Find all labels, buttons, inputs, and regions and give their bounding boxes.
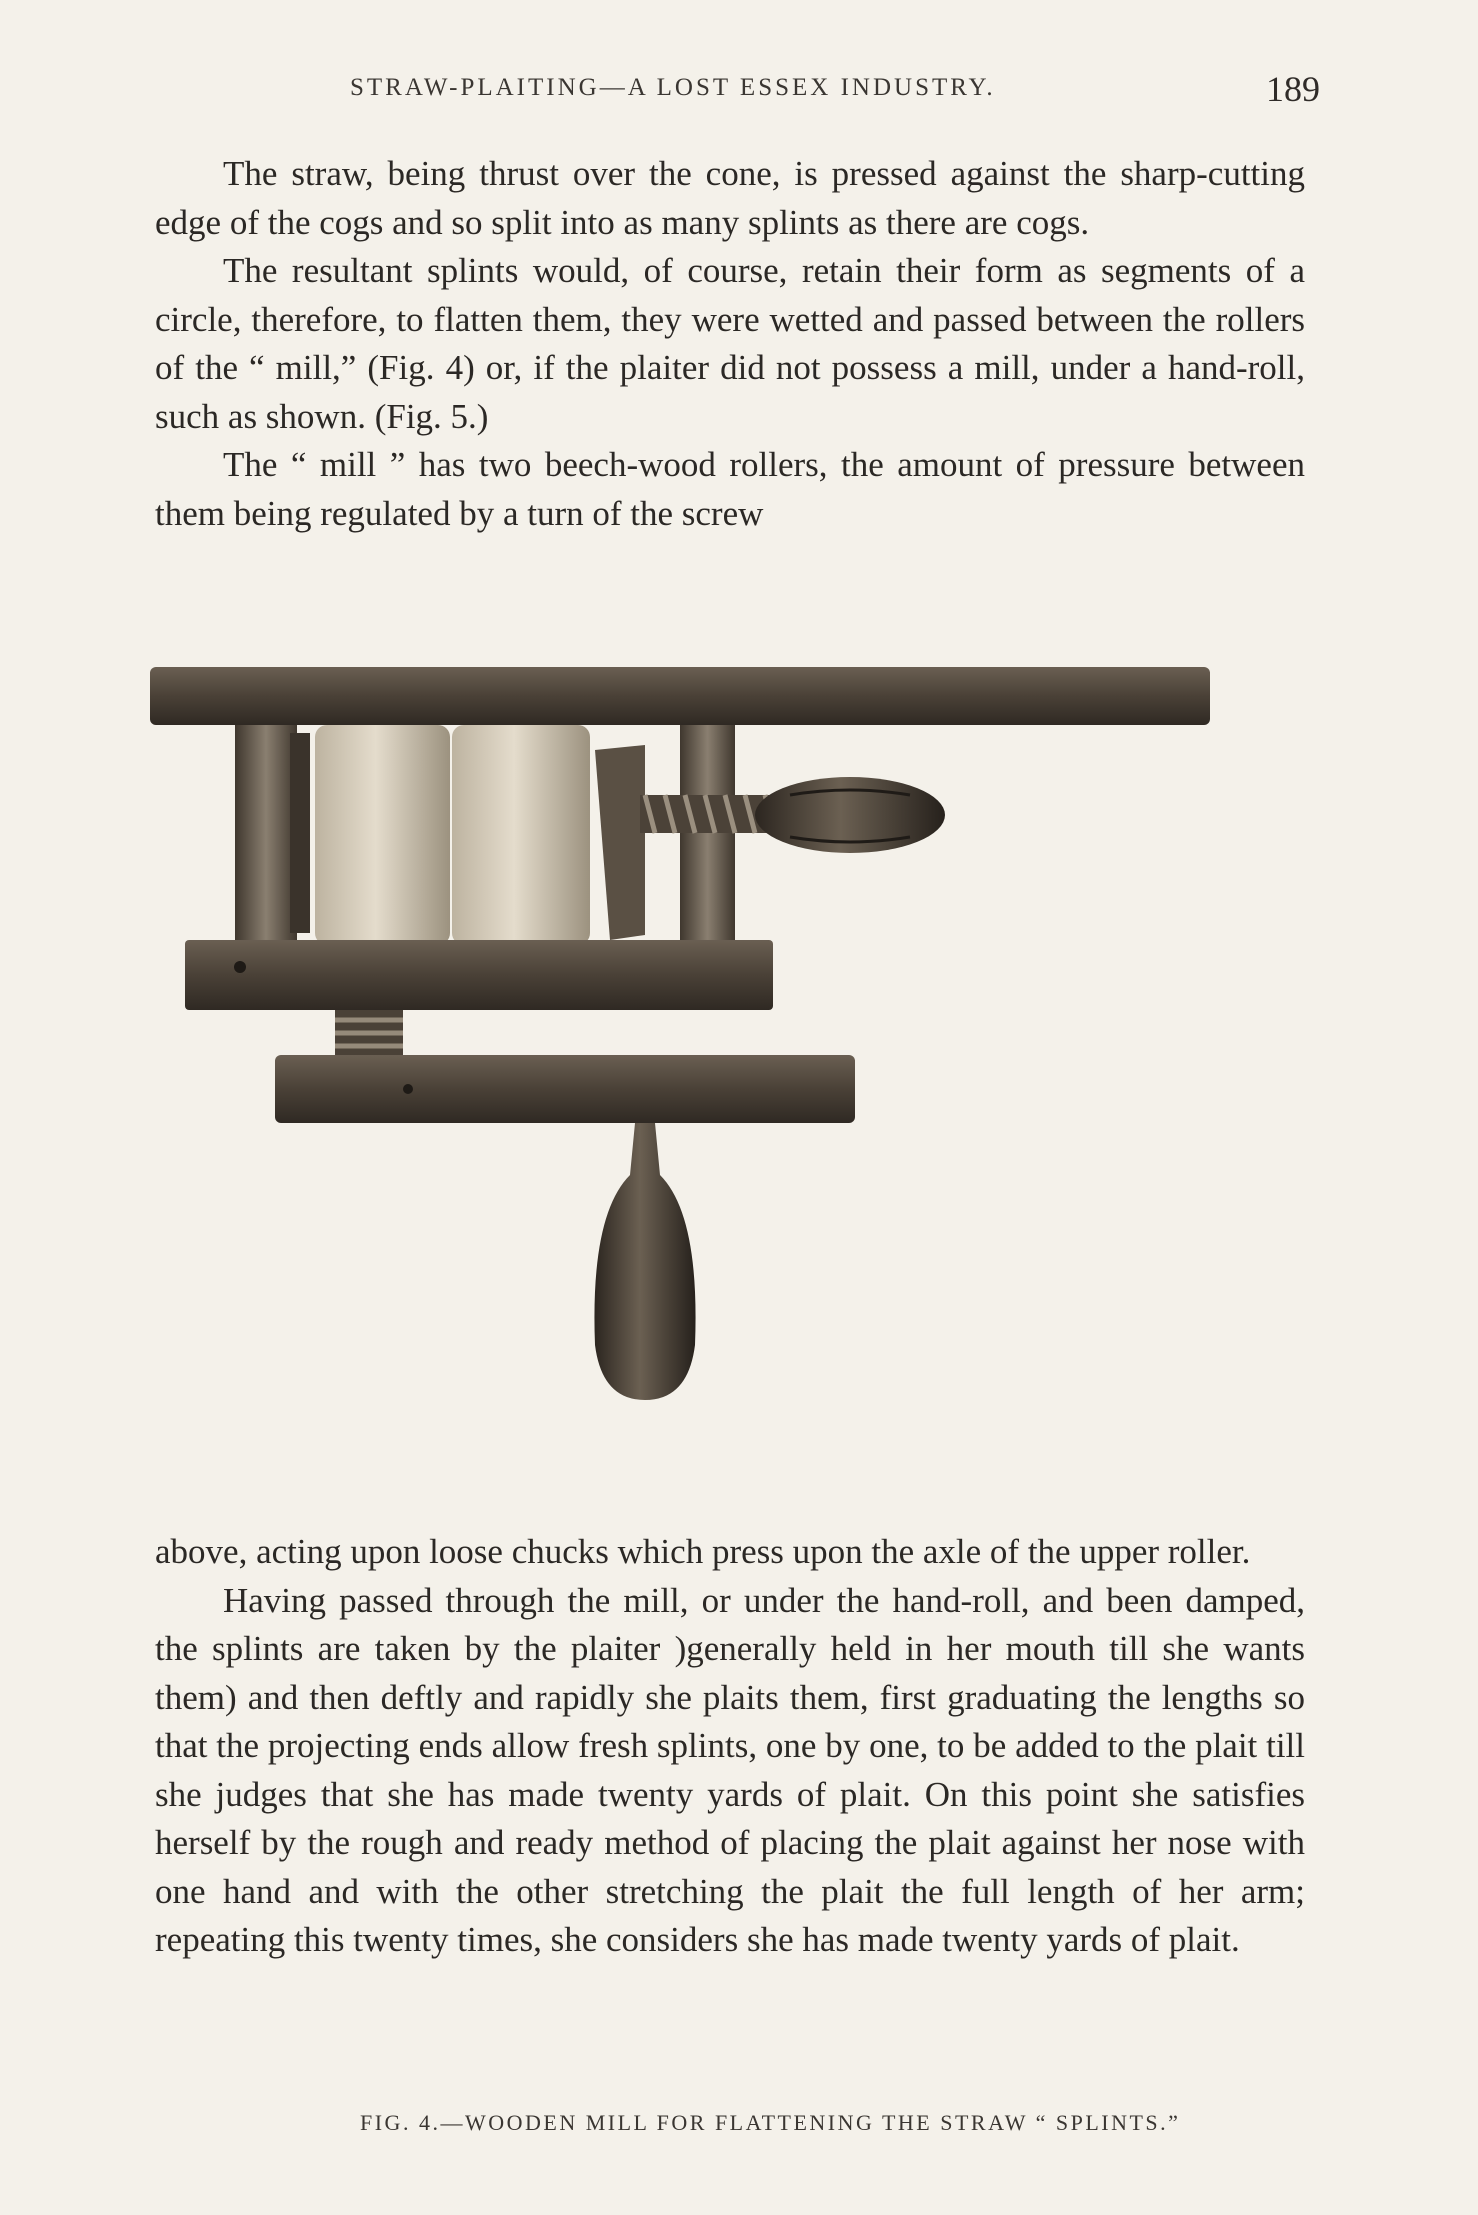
mill-top-plank bbox=[150, 667, 1210, 725]
paragraph-mill-description: The “ mill ” has two beech-wood rollers, the amount of pressure between them being regulated by a turn of the screw bbox=[155, 445, 1305, 533]
mill-right-post bbox=[680, 725, 735, 945]
paragraph-straw-splitting: The straw, being thrust over the cone, is pressed against the sharp-cutting edge of the cogs and so split into as many splints as there are cogs. bbox=[155, 154, 1305, 242]
mill-roller-left bbox=[315, 725, 450, 945]
wooden-mill-illustration bbox=[140, 655, 1320, 1445]
mill-left-spacer bbox=[290, 733, 310, 933]
running-title: STRAW-PLAITING—A LOST ESSEX INDUSTRY. bbox=[350, 74, 996, 101]
paragraph-flattening-splints: The resultant splints would, of course, retain their form as segments of a circle, therefore, to flatten them, they were wetted and passed between the rollers of the “ mill,” (Fig. 4) or, if the plaiter did not possess a mill, under a hand-roll, such as shown. (Fig. 5.) bbox=[155, 251, 1305, 436]
mill-left-post bbox=[235, 725, 297, 940]
mill-roller-right bbox=[452, 725, 590, 945]
mill-lower-screw bbox=[335, 1010, 403, 1060]
paragraph-continuation: above, acting upon loose chucks which press upon the axle of the upper roller. bbox=[155, 1532, 1251, 1571]
body-text-bottom bbox=[155, 1528, 1305, 1965]
mill-bottom-plank bbox=[185, 940, 773, 1010]
mill-crank-bar bbox=[275, 1055, 855, 1123]
body-text-top bbox=[155, 150, 1305, 538]
paragraph-plaiting-process: Having passed through the mill, or under the hand-roll, and been damped, the splints are taken by the plaiter )generally held in her mouth till she wants them) and then deftly and rapidly she plaits them, first graduating the lengths so that the projecting ends allow fresh splints, one by one, to be added to the plait till she judges that she has made twenty yards of plait. On this point she satisfies herself by the rough and ready method of placing the plait against her nose with one hand and with the other stretching the plait the full length of her arm; repeating this twenty times, she considers she has made twenty yards of plait. bbox=[155, 1580, 1305, 1959]
mill-chuck-block bbox=[595, 745, 645, 940]
page-number: 189 bbox=[1266, 69, 1320, 109]
running-head bbox=[160, 68, 1320, 118]
figure-caption: FIG. 4.—WOODEN MILL FOR FLATTENING THE STRAW “ SPLINTS.” bbox=[360, 2110, 1181, 2135]
mill-crank-handle bbox=[594, 1123, 695, 1400]
